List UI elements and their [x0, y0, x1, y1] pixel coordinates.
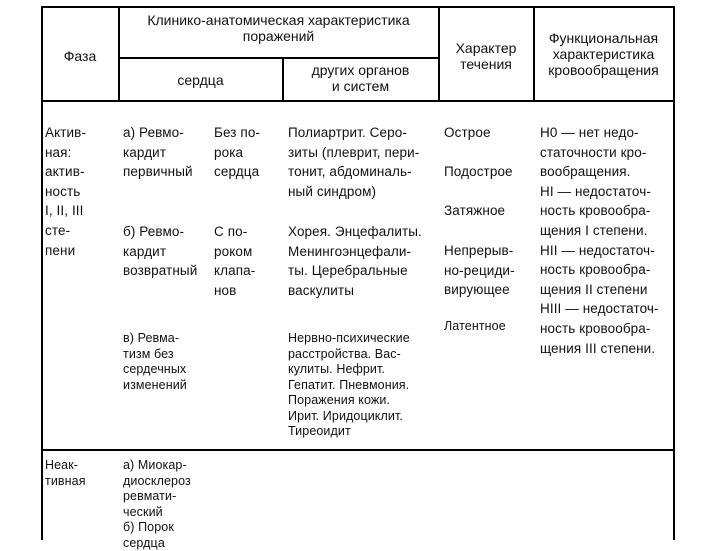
header-functional: Функциональная характеристика кровообращения	[548, 30, 659, 78]
inactive-heart: а) Миокар- диосклероз ревмати- ческий б) Порок сердца	[123, 458, 191, 550]
table-right-border	[673, 6, 675, 540]
course-protracted: Затяжное	[444, 203, 506, 218]
course-subacute: Подострое	[444, 164, 513, 179]
active-phase-label: Актив- ная: актив- ность I, II, III сте- пени	[45, 125, 87, 258]
header-phase: Фаза	[63, 48, 97, 64]
course-continuous-relapsing: Непрерыв- но-рециди- вирующее	[444, 243, 515, 298]
header-course: Характер течения	[455, 40, 517, 72]
heart-primary-carditis: а) Ревмо- кардит первичный	[123, 125, 193, 180]
other-organs-row-3: Нервно-психические расстройства. Вас- кулиты. Нефрит. Гепатит. Пневмония. Поражения кожи. Ирит. Иридоциклит. Тиреоидит	[288, 331, 410, 438]
table-top-border	[41, 6, 674, 8]
defect-without: Без по- рока сердца	[214, 125, 261, 180]
heart-recurrent-carditis: б) Ревмо- кардит возвратный	[123, 224, 198, 279]
functional-circulation: Н0 — нет недо- статочности кро- вообращения. НI — недостаточ- ность кровообра- щения I степени. НII — недостаточ- ность кровообра- щения II степени НIII — недостаточ- ность кровообра- щения III степени.	[540, 125, 659, 356]
row-divider-active-inactive	[41, 449, 674, 451]
course-acute: Острое	[444, 125, 491, 140]
defect-with-valves: С по- роком клапа- нов	[214, 224, 256, 298]
other-organs-row-2: Хорея. Энцефалиты. Менингоэнцефали- ты. Церебральные васкулиты	[288, 224, 422, 298]
inactive-phase-label: Неак- тивная	[45, 458, 86, 488]
other-organs-row-1: Полиартрит. Серо- зиты (плеврит, пери- тонит, абдоминаль- ный синдром)	[288, 125, 420, 199]
header-subrow-divider	[118, 57, 439, 59]
heart-no-cardiac-changes: в) Ревма- тизм без сердечных изменений	[123, 331, 187, 392]
header-other-organs: других органов и систем	[311, 62, 410, 94]
header-heart: сердца	[177, 72, 224, 88]
header-bottom-border	[41, 100, 674, 102]
header-clinical: Клинико-анатомическая характеристика поражений	[147, 12, 410, 44]
table-left-border	[41, 6, 43, 540]
course-latent: Латентное	[444, 319, 506, 333]
